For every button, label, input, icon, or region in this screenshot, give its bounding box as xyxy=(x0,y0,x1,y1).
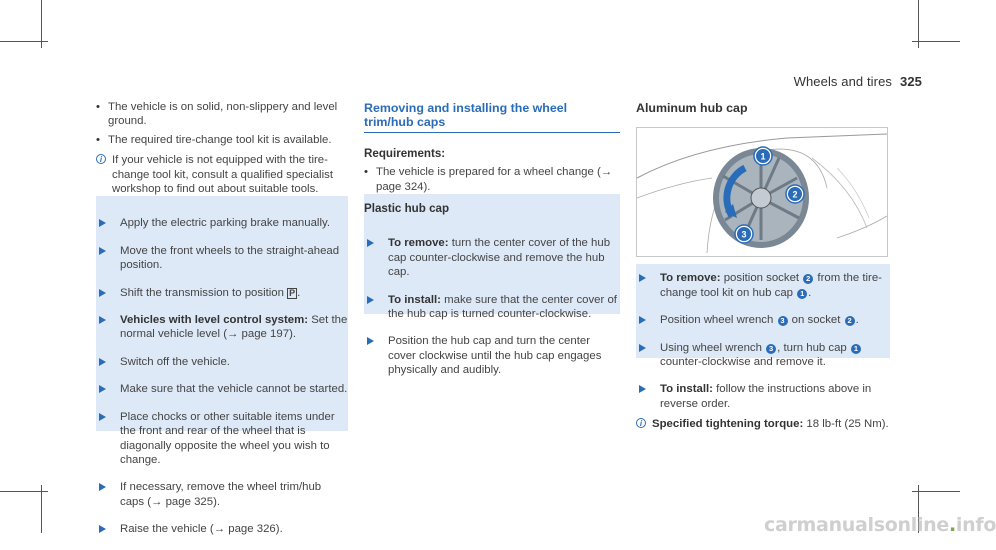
step-label: To install: xyxy=(660,383,713,396)
step-text: on socket xyxy=(788,314,844,327)
section-title: Removing and installing the wheel trim/hub caps xyxy=(364,101,620,133)
requirement-text: The vehicle is prepared for a wheel change ( xyxy=(376,166,601,179)
middle-column xyxy=(364,100,620,391)
step xyxy=(96,355,348,369)
subheading: Aluminum hub cap xyxy=(636,101,748,115)
step-text: . xyxy=(855,314,859,327)
step xyxy=(96,286,348,300)
page-number: 325 xyxy=(900,74,922,89)
step-text: counter-clockwise and remove it. xyxy=(660,356,826,369)
info-icon: i xyxy=(636,418,646,428)
step xyxy=(636,313,890,327)
right-column xyxy=(636,100,890,442)
callout-number: 3 xyxy=(766,344,776,354)
step-text: Apply the electric parking brake manually. xyxy=(120,217,330,230)
hub-cap-illustration xyxy=(636,127,888,257)
header-title: Wheels and tires xyxy=(793,74,892,89)
svg-text:2: 2 xyxy=(792,189,798,200)
step xyxy=(96,480,348,509)
arrow-icon xyxy=(99,483,106,491)
arrow-icon xyxy=(367,239,374,247)
gear-p-symbol: P xyxy=(289,287,296,298)
step xyxy=(636,341,890,370)
step-label: To install: xyxy=(388,293,441,306)
step xyxy=(96,216,348,230)
step-text: ). xyxy=(289,328,297,341)
callout-number: 3 xyxy=(778,316,788,326)
step-text: Position the hub cap and turn the center cover clockwise until the hub cap engages physically and audibly. xyxy=(388,335,602,377)
callout-number: 1 xyxy=(797,289,807,299)
note-text: If your vehicle is not equipped with the tire-change tool kit, consult a qualified specialist workshop to find out about suitable tools. xyxy=(112,154,333,196)
page-reference-link[interactable]: → page 324 xyxy=(376,166,613,193)
watermark xyxy=(764,514,996,536)
arrow-icon xyxy=(99,525,106,533)
list-item xyxy=(364,165,620,194)
list-item: • The required tire-change tool kit is available. xyxy=(96,133,348,147)
step-text: Using wheel wrench xyxy=(660,341,766,354)
step-text: . xyxy=(808,286,812,299)
step-text: Make sure that the vehicle cannot be started. xyxy=(120,383,348,396)
page-reference-link[interactable]: → page 197 xyxy=(227,328,290,341)
figure-label xyxy=(754,147,772,165)
arrow-icon xyxy=(639,316,646,324)
info-icon: i xyxy=(96,154,106,164)
callout-number: 2 xyxy=(845,316,855,326)
step-label: To remove: xyxy=(388,237,449,250)
note xyxy=(636,417,890,431)
requirement-text: ). xyxy=(423,180,431,193)
page-reference-link[interactable]: → page 326 xyxy=(213,523,276,536)
step-text: . xyxy=(297,286,301,299)
step-text: Raise the vehicle ( xyxy=(120,523,214,536)
step-text: make sure that the center cover of the hub cap is turned counter-clockwise. xyxy=(388,293,617,321)
arrow-icon xyxy=(99,385,106,393)
left-column xyxy=(96,100,348,550)
list-item: • The vehicle is on solid, non-slippery and level ground. xyxy=(96,100,348,129)
arrow-icon xyxy=(367,337,374,345)
step xyxy=(96,382,348,396)
step-text: Move the front wheels to the straight-ahead position. xyxy=(120,244,340,272)
figure-label xyxy=(735,225,753,243)
arrow-icon xyxy=(639,385,646,393)
step xyxy=(364,334,620,377)
arrow-icon xyxy=(639,274,646,282)
watermark-text: info xyxy=(955,514,996,536)
torque-label: Specified tightening torque: xyxy=(652,418,804,431)
arrow-icon xyxy=(367,296,374,304)
step-text: Set the normal vehicle level ( xyxy=(120,314,348,341)
svg-text:1: 1 xyxy=(760,151,766,162)
page-reference-link[interactable]: → page 325 xyxy=(151,495,214,508)
arrow-icon xyxy=(639,344,646,352)
subheading: Plastic hub cap xyxy=(364,202,450,216)
step xyxy=(96,522,348,536)
arrow-icon xyxy=(99,358,106,366)
step-text: position socket xyxy=(720,272,803,285)
arrow-icon xyxy=(99,413,106,421)
step xyxy=(636,382,890,411)
crop-mark xyxy=(0,491,48,492)
arrow-icon xyxy=(99,316,106,324)
step-text: , turn hub cap xyxy=(777,341,850,354)
step-text: Place chocks or other suitable items under the front and rear of the wheel that is diagonally opposite the wheel you wish to change. xyxy=(120,410,335,466)
step-text: Position wheel wrench xyxy=(660,314,777,327)
crop-mark xyxy=(41,485,42,533)
figure-label xyxy=(786,185,804,203)
watermark-dot: . xyxy=(949,514,956,536)
step xyxy=(96,313,348,342)
callout-number: 1 xyxy=(851,344,861,354)
note xyxy=(96,153,348,196)
arrow-icon xyxy=(99,219,106,227)
step-text: ). xyxy=(275,523,283,536)
step xyxy=(364,236,620,279)
step xyxy=(96,244,348,273)
crop-mark xyxy=(0,41,48,42)
step xyxy=(364,293,620,322)
step-text: Shift the transmission to position xyxy=(120,286,284,299)
step-label: To remove: xyxy=(660,272,721,285)
arrow-icon xyxy=(99,247,106,255)
crop-mark xyxy=(912,41,960,42)
wheel-illustration xyxy=(637,128,887,256)
step-text: turn the center cover of the hub cap counter-clockwise and remove the hub cap. xyxy=(388,237,611,279)
watermark-text: carmanualsonline xyxy=(764,514,949,536)
requirements-label: Requirements: xyxy=(364,146,446,160)
step xyxy=(636,271,890,300)
step xyxy=(96,410,348,468)
torque-value: 18 lb-ft (25 Nm). xyxy=(803,418,889,431)
step-text: from the tire-change tool kit on hub cap xyxy=(660,272,882,299)
step-label: Vehicles with level control system: xyxy=(120,314,309,327)
arrow-icon xyxy=(99,289,106,297)
page-header xyxy=(794,74,922,89)
step-text: follow the instructions above in reverse order. xyxy=(660,383,872,410)
step-text: ). xyxy=(213,495,221,508)
crop-mark xyxy=(912,491,960,492)
step-text: If necessary, remove the wheel trim/hub caps ( xyxy=(120,481,322,508)
svg-text:3: 3 xyxy=(741,229,747,240)
step-text: Switch off the vehicle. xyxy=(120,355,230,368)
callout-number: 2 xyxy=(803,274,813,284)
